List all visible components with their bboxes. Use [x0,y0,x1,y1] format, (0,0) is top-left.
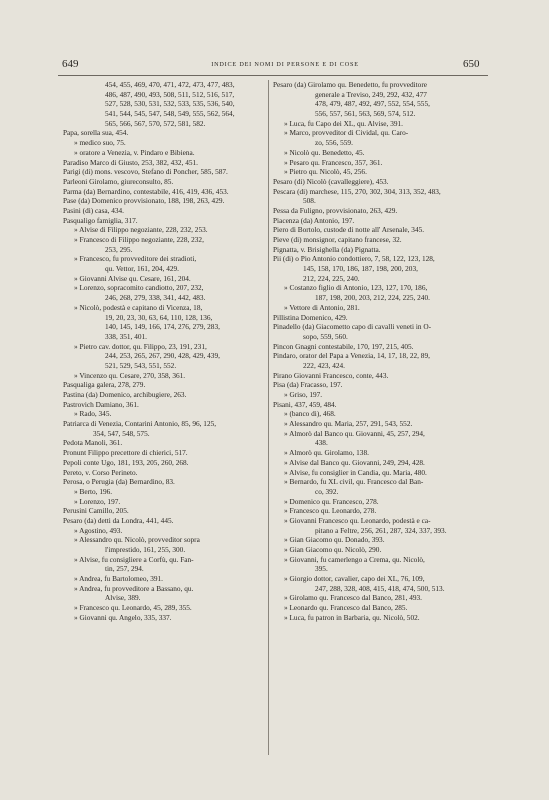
index-line: » Vettore di Antonio, 281. [284,302,360,312]
index-line: Perosa, o Perugia (da) Bernardino, 83. [63,477,175,487]
index-line: Pinadello (da) Giacometto capo di cavalli veneti in O- [273,322,432,332]
index-line: » Nicolò qu. Benedetto, 45. [284,147,365,157]
index-line: » Girolamo qu. Francesco dal Banco, 281, 493. [284,593,423,603]
index-line: 454, 455, 469, 470, 471, 472, 473, 477, 483, [105,80,235,89]
index-line: » Lorenzo, 197. [74,496,121,506]
index-line: Pereto, v. Corso Perineto. [63,467,138,477]
index-line: » Pietro cav. dottor, qu. Filippo, 23, 191, 231, [74,341,207,351]
index-line: Perusini Camillo, 205. [63,506,129,516]
index-line: » Alvise, fu consigliere a Corfù, qu. Fan- [74,554,194,564]
index-line: » Pietro qu. Nicolò, 45, 256. [284,167,367,177]
index-line: Pesaro (da) detti da Londra, 441, 445. [63,515,174,525]
index-line: » Bernardo, fu XL civil, qu. Francesco dal Ban- [284,477,424,487]
index-line: 145, 158, 170, 186, 187, 198, 200, 203, [303,264,418,274]
index-line: » Francesco qu. Leonardo, 278. [284,506,377,516]
index-line: generale a Treviso, 249, 292, 432, 477 [315,89,427,99]
index-line: » Griso, 197. [284,390,323,399]
index-line: » Giovanni qu. Angelo, 335, 337. [74,612,172,622]
index-line: zo, 556, 559. [315,138,353,148]
index-line: » Costanzo figlio di Antonio, 123, 127, 170, 186, [284,283,428,293]
index-line: pitano a Feltre, 256, 261, 287, 324, 337, 393. [315,525,447,535]
page-number-left: 649 [62,58,79,70]
index-line: 222, 423, 424. [303,360,345,370]
index-line: 521, 529, 543, 551, 552. [105,360,177,370]
page-number-right: 650 [463,58,480,70]
index-line: 246, 268, 279, 338, 341, 442, 483. [105,293,206,303]
index-line: Parleoni Girolamo, giureconsulto, 85. [63,176,174,186]
index-line: 478, 479, 487, 492, 497, 552, 554, 555, [315,99,430,109]
index-line: Pasini (di) casa, 434. [63,205,124,215]
index-line: Pillistina Domenico, 429. [273,312,348,322]
index-line: Pieve (di) monsignor, capitano francese, 32. [273,235,402,244]
index-line: » Giovanni Alvise qu. Cesare, 161, 204. [74,273,191,283]
index-line: » oratore a Venezia, v. Pindaro e Bibiena. [74,147,195,157]
index-line: 19, 20, 23, 30, 63, 64, 110, 128, 136, [105,312,213,322]
index-line: Pescara (di) marchese, 115, 270, 302, 304, 313, 352, 483, [273,186,441,196]
index-line: Pasqualiga galera, 278, 279. [63,380,146,390]
index-line: Pastrovich Damiano, 361. [63,399,139,409]
index-line: Pindaro, orator del Papa a Venezia, 14, 17, 18, 22, 89, [273,351,430,361]
index-line: 438. [315,438,328,448]
index-line: » Luca, fu Capo dei XL, qu. Alvise, 391. [284,118,403,128]
index-line: Pirano Giovanni Francesco, conte, 443. [273,370,389,380]
index-line: 354, 547, 548, 575. [93,428,150,438]
index-line: Patriarca di Venezia, Contarini Antonio, 85, 96, 125, [63,419,217,429]
index-line: » Alessandro qu. Nicolò, provveditor sopra [74,535,200,545]
index-line: » Pesaro qu. Francesco, 357, 361. [284,157,383,167]
index-line: » Francesco di Filippo negoziante, 228, 232, [74,235,204,244]
index-line: » Lorenzo, sopracomito candiotto, 207, 232, [74,283,204,293]
index-line: 244, 253, 265, 267, 290, 428, 429, 439, [105,351,220,361]
index-line: » (banco di), 468. [284,409,336,419]
index-line: Pesaro (da) Girolamo qu. Benedetto, fu provveditore [273,80,428,89]
index-line: 395. [315,564,328,574]
index-line: Pronunt Filippo precettore di chierici, 517. [63,448,188,458]
index-line: Piero di Bortolo, custode di notte all' Arsenale, 345. [273,225,425,235]
index-line: Papa, sorella sua, 454. [63,128,129,138]
index-line: Parma (da) Bernardino, contestabile, 416, 419, 436, 453. [63,186,229,196]
index-line: » Almorò dal Banco qu. Giovanni, 45, 257, 294, [284,428,425,438]
index-line: » Rado, 345. [74,409,112,419]
index-line: » Nicolò, podestà e capitano di Vicenza, 18, [74,302,203,312]
index-line: Pasqualigo famiglia, 317. [63,215,138,225]
index-line: Pisani, 437, 459, 484. [273,399,337,409]
index-line: Alvise, 389. [105,593,141,603]
index-line: Pessa da Fuligno, provvisionato, 263, 429. [273,205,398,215]
index-line: Pase (da) Domenico provvisionato, 188, 198, 263, 429. [63,196,225,206]
index-line: » Leonardo qu. Francesco dal Banco, 285. [284,603,408,613]
index-line: » Luca, fu patron in Barbaria, qu. Nicolò, 502. [284,612,420,622]
index-line: l'imprestido, 161, 255, 300. [105,545,186,554]
index-line: » Marco, provveditor di Cividal, qu. Caro- [284,128,409,138]
index-line: 565, 566, 567, 570, 572, 581, 582. [105,118,206,128]
index-line: Pisa (da) Fracasso, 197. [273,380,343,390]
index-line: » medico suo, 75. [74,138,126,148]
index-line: qu. Vettor, 161, 204, 429. [105,264,179,274]
index-line: 486, 487, 490, 493, 508, 511, 512, 516, 517, [105,89,235,99]
index-line: 212, 224, 225, 240. [303,273,360,283]
index-line: Pedota Manoli, 361. [63,438,123,448]
index-line: » Gian Giacomo qu. Donado, 393. [284,535,385,545]
index-line: Parigi (di) mons. vescovo, Stefano di Poncher, 585, 587. [63,167,228,177]
index-line: » Alvise di Filippo negoziante, 228, 232, 253. [74,225,208,235]
index-line: 187, 198, 200, 203, 212, 224, 225, 240. [315,293,430,303]
index-line: 140, 145, 149, 166, 174, 276, 279, 283, [105,322,220,332]
index-line: » Gian Giacomo qu. Nicolò, 290. [284,545,382,554]
page-header [0,58,549,74]
index-line: 253, 295. [105,244,133,254]
index-line: » Andrea, fu Bartolomeo, 391. [74,574,163,584]
index-line: sopo, 559, 560. [303,331,348,341]
index-line: 541, 544, 545, 547, 548, 549, 555, 562, 564, [105,109,235,119]
index-line: tin, 257, 294. [105,564,144,574]
index-line: Pepoli conte Ugo, 181, 193, 205, 260, 268. [63,457,189,467]
running-title: INDICE DEI NOMI DI PERSONE E DI COSE [211,61,359,68]
index-line: » Alvise dal Banco qu. Giovanni, 249, 294, 428. [284,457,425,467]
index-line: 527, 528, 530, 531, 532, 533, 535, 536, 540, [105,99,235,109]
index-line: Pignatta, v. Brisighella (da) Pignatta. [273,244,381,254]
index-line: » Domenico qu. Francesco, 278. [284,496,379,506]
index-line: » Vincenzo qu. Cesare, 270, 358, 361. [74,370,186,380]
index-line: » Almorò qu. Girolamo, 138. [284,448,369,458]
index-line: Pincon Gnagni contestabile, 170, 197, 215, 405. [273,341,414,351]
index-line: Paradiso Marco di Giusto, 253, 382, 432, 451. [63,157,198,167]
index-line: » Alessandro qu. Maria, 257, 291, 543, 552. [284,419,413,429]
index-column-left [63,80,265,623]
index-line: » Giovanni Francesco qu. Leonardo, podestà e ca- [284,515,431,525]
index-line: Pesaro (di) Nicolò (cavalleggiere), 453. [273,176,389,186]
index-column-right [273,80,478,623]
index-line: 338, 351, 401. [105,331,147,341]
column-divider [268,80,269,755]
index-line: Piacenza (da) Antonio, 197. [273,215,355,225]
index-line: » Francesco qu. Leonardo, 45, 289, 355. [74,603,192,613]
index-line: » Alvise, fu consiglier in Candia, qu. Maria, 480. [284,467,427,477]
index-line: » Francesco, fu provveditore dei stradioti, [74,254,197,264]
index-line: Pastina (da) Domenico, archibugiere, 263. [63,390,187,399]
header-rule [58,75,488,76]
index-line: co, 392. [315,486,339,496]
index-line: » Andrea, fu provveditore a Bassano, qu. [74,583,194,593]
index-line: » Giovanni, fu camerlengo a Crema, qu. Nicolò, [284,554,425,564]
index-line: 556, 557, 561, 563, 569, 574, 512. [315,109,416,119]
index-line: » Giorgio dottor, cavalier, capo dei XL, 76, 109, [284,574,425,584]
index-line: 247, 288, 328, 408, 415, 418, 474, 500, 513. [315,583,445,593]
index-line: Pii (di) o Pio Antonio condottiero, 7, 58, 122, 123, 128, [273,254,435,264]
index-line: 508. [303,196,316,206]
index-line: » Agostino, 493. [74,525,123,535]
index-line: » Berto, 196. [74,486,113,496]
